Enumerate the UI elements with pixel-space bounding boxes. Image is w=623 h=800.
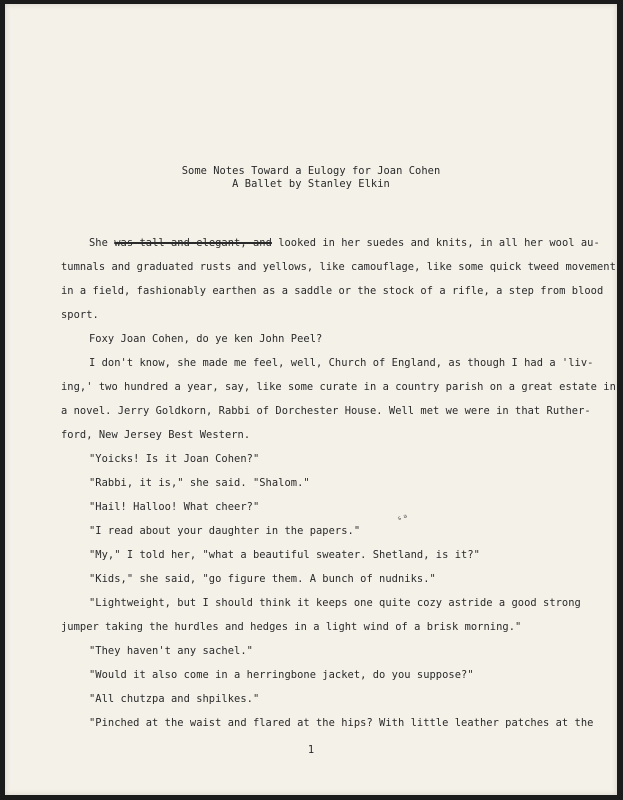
paragraph-line: "Kids," she said, "go figure them. A bunch of nudniks."	[89, 573, 436, 585]
paragraph-line: "Hail! Halloo! What cheer?"	[89, 501, 260, 513]
paragraph-line: ford, New Jersey Best Western.	[61, 429, 251, 441]
text-span: looked in her suedes and knits, in all her wool au-	[271, 237, 600, 249]
paragraph-line: "Yoicks! Is it Joan Cohen?"	[89, 453, 260, 465]
paragraph-line: in a field, fashionably earthen as a saddle or the stock of a rifle, a step from blood	[61, 285, 604, 297]
paragraph-line: "Rabbi, it is," she said. "Shalom."	[89, 477, 310, 489]
paragraph-line: a novel. Jerry Goldkorn, Rabbi of Dorchester House. Well met we were in that Ruther-	[61, 405, 591, 417]
document-subtitle: A Ballet by Stanley Elkin	[232, 178, 390, 190]
struck-text: was tall and elegant, and	[114, 237, 272, 249]
paragraph-line: "They haven't any sachel."	[89, 645, 253, 657]
paragraph-line	[89, 237, 600, 249]
paragraph-line: "Lightweight, but I should think it keeps one quite cozy astride a good strong	[89, 597, 581, 609]
paragraph-line: Foxy Joan Cohen, do ye ken John Peel?	[89, 333, 323, 345]
ink-mark: ˢᵃ	[395, 512, 411, 527]
paragraph-line: jumper taking the hurdles and hedges in a light wind of a brisk morning."	[61, 621, 522, 633]
document-title: Some Notes Toward a Eulogy for Joan Cohen	[181, 165, 441, 177]
paragraph-line: tumnals and graduated rusts and yellows, like camouflage, like some quick tweed movement	[61, 261, 616, 273]
paragraph-line: "My," I told her, "what a beautiful sweater. Shetland, is it?"	[89, 549, 480, 561]
document-page	[5, 4, 617, 795]
paragraph-line: I don't know, she made me feel, well, Church of England, as though I had a 'liv-	[89, 357, 594, 369]
paragraph-line: "I read about your daughter in the papers."	[89, 525, 361, 537]
paragraph-line: "All chutzpa and shpilkes."	[89, 693, 260, 705]
paragraph-line: sport.	[61, 309, 99, 321]
page-number: 1	[307, 744, 315, 756]
text-span: She	[89, 237, 115, 249]
paragraph-line: ing,' two hundred a year, say, like some curate in a country parish on a great estate in	[61, 381, 616, 393]
paragraph-line: "Pinched at the waist and flared at the hips? With little leather patches at the	[89, 717, 594, 729]
paragraph-line: "Would it also come in a herringbone jacket, do you suppose?"	[89, 669, 474, 681]
